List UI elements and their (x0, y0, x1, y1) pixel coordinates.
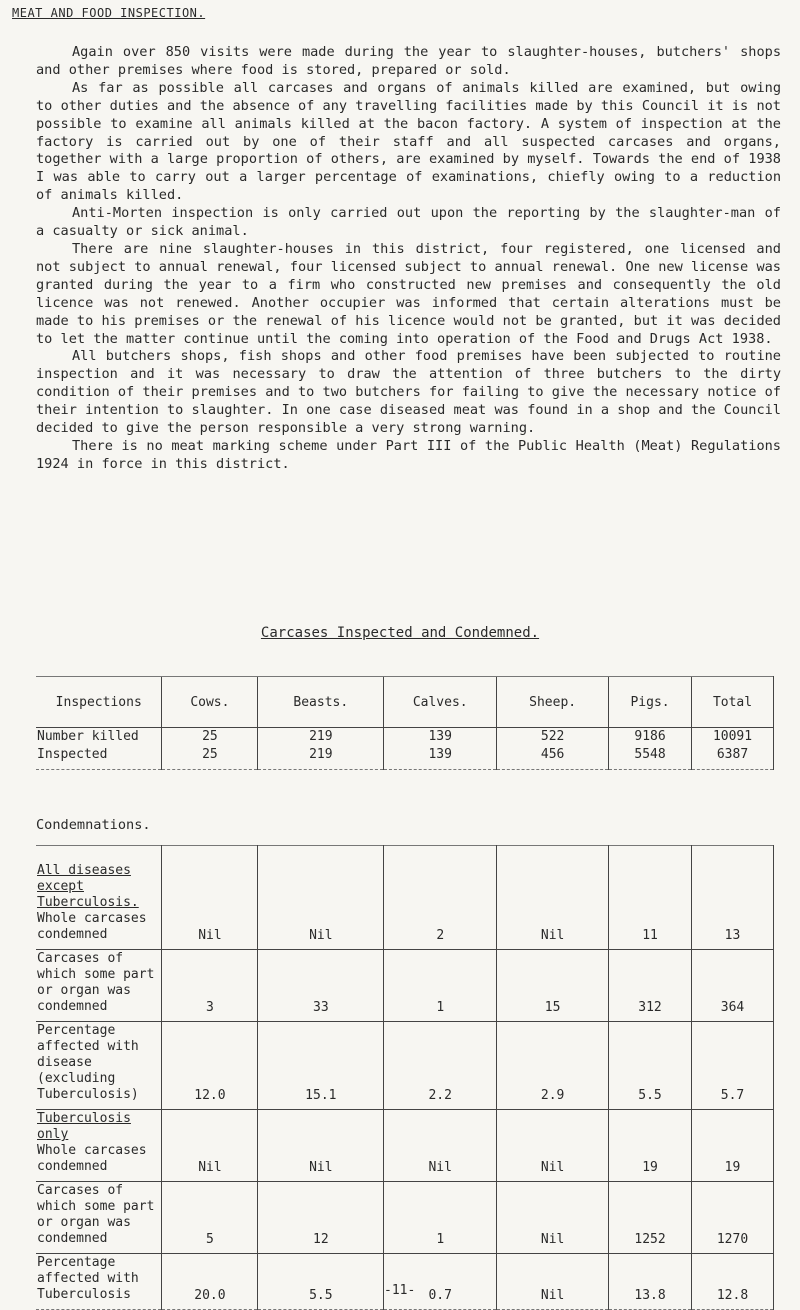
table-cell: 9186 (609, 728, 692, 747)
table-cell: 19 (692, 1110, 774, 1182)
table-cell: 522 (497, 728, 609, 747)
table-row (36, 1182, 774, 1254)
table-cell: 33 (258, 950, 384, 1022)
table-cell: 25 (162, 728, 258, 747)
column-header: Cows. (162, 677, 258, 728)
table-cell: Nil (162, 1110, 258, 1182)
paragraph: There is no meat marking scheme under Part III of the Public Health (Meat) Regulations 1924 in force in this district. (36, 437, 781, 472)
paragraph: All butchers shops, fish shops and other food premises have been subjected to routine inspection and it was necessary to draw the attention of three butchers to the dirty condition of their premises and to two butchers for failing to give the necessary notice of their intention to slaughter. In one case diseased meat was found in a shop and the Council decided to give the person responsible a very strong warning. (36, 348, 781, 437)
table-row (36, 950, 774, 1022)
group-title: All diseases except Tuberculosis. (37, 863, 139, 910)
table-cell: 1270 (692, 1182, 774, 1254)
table-cell: 5.7 (692, 1022, 774, 1110)
table-cell: Nil (497, 1254, 609, 1310)
table-cell: 1252 (609, 1182, 692, 1254)
column-header: Sheep. (497, 677, 609, 728)
row-label-cell (36, 1110, 162, 1182)
paragraph: Again over 850 visits were made during the year to slaughter-houses, butchers' shops and other premises where food is stored, prepared or sold. (36, 44, 781, 78)
table-cell: Nil (258, 1110, 384, 1182)
table-cell: 2 (384, 846, 497, 950)
table-cell: 13.8 (609, 1254, 692, 1310)
table-cell: 12 (258, 1182, 384, 1254)
table-cell: 12.8 (692, 1254, 774, 1310)
inspections-table (36, 676, 774, 770)
section-title: Carcases Inspected and Condemned. (260, 625, 540, 641)
column-header: Beasts. (258, 677, 384, 728)
table-cell: 219 (258, 746, 384, 770)
row-label: Inspected (36, 746, 162, 770)
column-header: Total (692, 677, 774, 728)
table-cell: 5.5 (609, 1022, 692, 1110)
table-row (36, 1254, 774, 1310)
table-cell: 0.7 (384, 1254, 497, 1310)
row-label: Number killed (37, 729, 139, 744)
column-header: Calves. (384, 677, 497, 728)
page-heading: MEAT AND FOOD INSPECTION. (12, 6, 206, 20)
condemnations-table (36, 845, 774, 1310)
table-row (36, 1022, 774, 1110)
group-title: Tuberculosis only (37, 1111, 131, 1142)
row-label: Whole carcases condemned (37, 911, 147, 942)
table-cell: 11 (609, 846, 692, 950)
page-number: -11- (384, 1283, 416, 1298)
table-cell: 5548 (609, 746, 692, 770)
table-cell: 10091 (692, 728, 774, 747)
table-cell: 2.9 (497, 1022, 609, 1110)
table-row (36, 746, 774, 770)
row-label: Percentage affected with Tuberculosis (37, 1255, 139, 1302)
column-header: Pigs. (609, 677, 692, 728)
table-cell: 15.1 (258, 1022, 384, 1110)
table-row (36, 728, 774, 747)
row-label: Carcases of which some part or organ was condemned (37, 1183, 155, 1246)
table-cell: 139 (384, 728, 497, 747)
table-cell: Nil (258, 846, 384, 950)
table-cell: Nil (384, 1110, 497, 1182)
table-cell: 6387 (692, 746, 774, 770)
condemnations-heading: Condemnations. (36, 817, 151, 833)
table-cell: 13 (692, 846, 774, 950)
table-cell: 1 (384, 1182, 497, 1254)
table-cell: 364 (692, 950, 774, 1022)
paragraph: There are nine slaughter-houses in this district, four registered, one licensed and not subject to annual renewal, four licensed subject to annual renewal. One new license was granted during the year to a firm who constructed new premises and consequently the old licence was not renewed. Another occupier was informed that certain alterations must be made to his premises or the renewal of his licence would not be granted, but it was decided to let the matter continue until the coming into operation of the Food and Drugs Act 1938. (36, 240, 781, 347)
table-cell: Nil (497, 1110, 609, 1182)
column-header: Inspections (36, 677, 162, 728)
table-cell: 25 (162, 746, 258, 770)
paragraph: Anti-Morten inspection is only carried out upon the reporting by the slaughter-man of a casualty or sick animal. (36, 205, 781, 240)
table-row (36, 1110, 774, 1182)
table-row (36, 846, 774, 950)
table-cell: 139 (384, 746, 497, 770)
paragraph: As far as possible all carcases and organs of animals killed are examined, but owing to other duties and the absence of any travelling facilities made by this Council it is not possible to examine all animals killed at the bacon factory. A system of inspection at the factory is carried out by one of their staff and all suspected carcases and organs, together with a large proportion of others, are examined by myself. Towards the end of 1938 I was able to carry out a larger percentage of examinations, chiefly owing to a reduction of animals killed. (36, 79, 781, 204)
table-cell: 312 (609, 950, 692, 1022)
table-cell: 3 (162, 950, 258, 1022)
row-label: Carcases of which some part or organ was condemned (37, 951, 155, 1014)
body-text (36, 44, 781, 474)
table-cell: 5.5 (258, 1254, 384, 1310)
table-cell: 5 (162, 1182, 258, 1254)
table-cell: 20.0 (162, 1254, 258, 1310)
row-label-cell (36, 846, 162, 950)
table-cell: 12.0 (162, 1022, 258, 1110)
table-cell: 19 (609, 1110, 692, 1182)
table-cell: 1 (384, 950, 497, 1022)
row-label: Whole carcases condemned (37, 1143, 147, 1174)
table-cell: 2.2 (384, 1022, 497, 1110)
table-header-row (36, 677, 774, 728)
table-cell: 219 (258, 728, 384, 747)
row-label: Percentage affected with disease (excluding Tuberculosis) (37, 1023, 139, 1102)
table-cell: 456 (497, 746, 609, 770)
table-cell: Nil (497, 1182, 609, 1254)
table-cell: Nil (497, 846, 609, 950)
table-cell: 15 (497, 950, 609, 1022)
table-cell: Nil (162, 846, 258, 950)
